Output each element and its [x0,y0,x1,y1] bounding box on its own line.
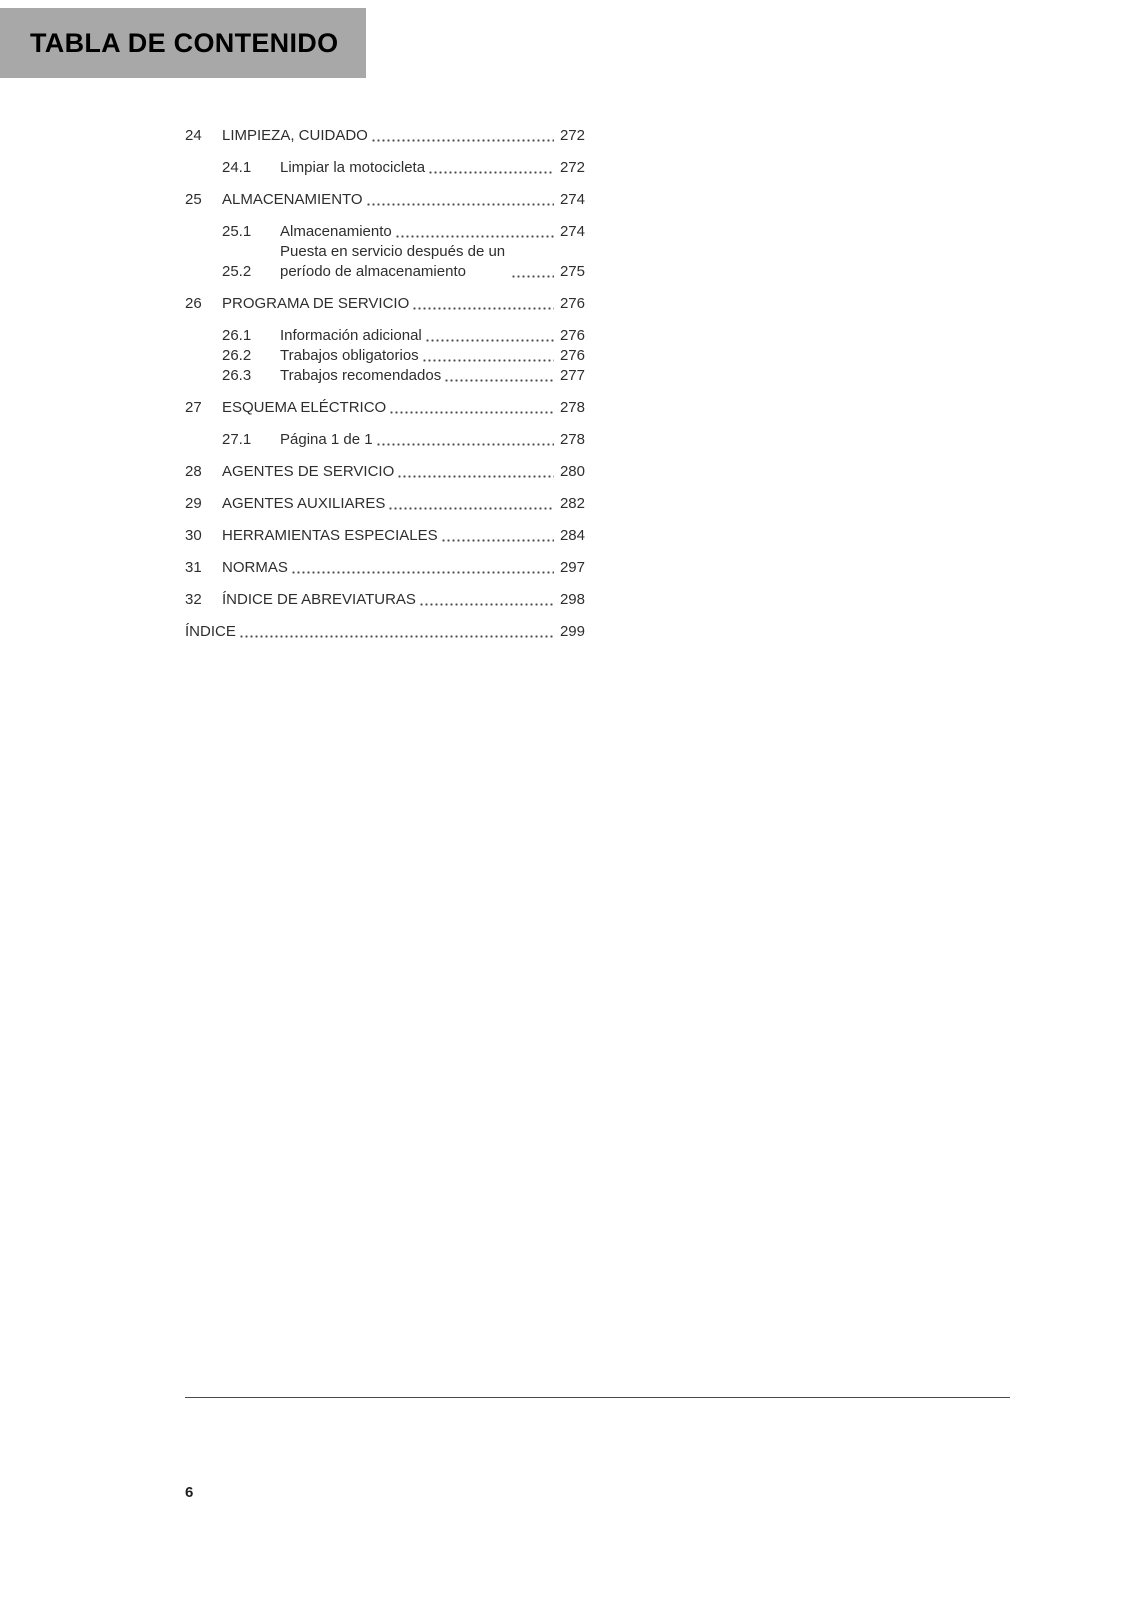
toc-entry-page: 277 [559,367,585,384]
toc-entry-page: 276 [559,295,585,312]
toc-entry-number: 25 [185,191,202,208]
toc-dot-leader [428,158,554,178]
page-title: TABLA DE CONTENIDO [30,27,339,58]
toc-entry-page: 280 [559,463,585,480]
toc-section-entry[interactable] [185,346,585,366]
toc-entry-page: 278 [559,399,585,416]
toc-entry-title: HERRAMIENTAS ESPECIALES [222,527,438,544]
toc-entry-number: 25.2 [222,263,252,280]
toc-entry-title: AGENTES DE SERVICIO [222,463,395,480]
table-of-contents [185,126,585,642]
toc-entry-page: 282 [559,495,585,512]
toc-entry-page: 275 [559,263,585,280]
toc-dot-leader [376,430,554,450]
toc-section-entry[interactable] [185,222,585,242]
toc-chapter-entry[interactable] [185,558,585,578]
page-header [0,8,366,78]
toc-dot-leader [422,346,554,366]
toc-dot-leader [366,190,554,210]
toc-entry-title: Limpiar la motocicleta [280,159,426,176]
toc-dot-leader [395,222,554,242]
toc-dot-leader [239,622,554,642]
toc-entry-number: 24 [185,127,202,144]
toc-dot-leader [397,462,554,482]
toc-entry-title: Trabajos recomendados [280,367,442,384]
toc-entry-page: 272 [559,127,585,144]
toc-dot-leader [389,398,554,418]
toc-entry-number: 30 [185,527,202,544]
toc-dot-leader [444,366,554,386]
toc-entry-title: Almacenamiento [280,223,392,240]
toc-entry-number: 32 [185,591,202,608]
toc-entry-title: LIMPIEZA, CUIDADO [222,127,368,144]
toc-dot-leader [511,262,554,282]
toc-chapter-entry[interactable] [185,622,585,642]
footer-page-number: 6 [185,1484,194,1501]
toc-entry-title: PROGRAMA DE SERVICIO [222,295,410,312]
toc-chapter-entry[interactable] [185,294,585,314]
toc-section-entry[interactable] [185,158,585,178]
toc-entry-title: Información adicional [280,327,422,344]
toc-entry-number: 25.1 [222,223,252,240]
toc-dot-leader [371,126,554,146]
toc-entry-page: 298 [559,591,585,608]
toc-entry-page: 276 [559,327,585,344]
toc-entry-number: 26.2 [222,347,252,364]
toc-entry-title: ALMACENAMIENTO [222,191,363,208]
toc-entry-title: AGENTES AUXILIARES [222,495,386,512]
toc-entry-page: 284 [559,527,585,544]
toc-entry-page: 278 [559,431,585,448]
toc-entry-title: ÍNDICE [185,623,236,640]
toc-entry-number: 26 [185,295,202,312]
toc-chapter-entry[interactable] [185,398,585,418]
toc-dot-leader [412,294,554,314]
toc-entry-page: 276 [559,347,585,364]
toc-section-entry[interactable] [185,366,585,386]
toc-entry-number: 28 [185,463,202,480]
toc-entry-page: 274 [559,223,585,240]
toc-entry-title: Puesta en servicio después de un período de almacenamiento [280,243,506,280]
toc-dot-leader [419,590,554,610]
toc-entry-number: 31 [185,559,202,576]
toc-entry-number: 27.1 [222,431,252,448]
toc-entry-number: 27 [185,399,202,416]
toc-entry-number: 29 [185,495,202,512]
toc-entry-number: 26.1 [222,327,252,344]
toc-entry-page: 274 [559,191,585,208]
toc-chapter-entry[interactable] [185,494,585,514]
toc-entry-title: Página 1 de 1 [280,431,373,448]
toc-entry-page: 297 [559,559,585,576]
toc-chapter-entry[interactable] [185,126,585,146]
toc-entry-page: 299 [559,623,585,640]
toc-chapter-entry[interactable] [185,590,585,610]
toc-section-entry[interactable] [185,430,585,450]
toc-dot-leader [291,558,554,578]
toc-dot-leader [441,526,554,546]
toc-entry-number: 24.1 [222,159,252,176]
toc-chapter-entry[interactable] [185,190,585,210]
toc-entry-title: NORMAS [222,559,288,576]
toc-chapter-entry[interactable] [185,526,585,546]
toc-entry-title: Trabajos obligatorios [280,347,419,364]
toc-entry-title: ESQUEMA ELÉCTRICO [222,399,387,416]
footer-divider [185,1397,1010,1398]
toc-entry-title: ÍNDICE DE ABREVIATURAS [222,591,416,608]
toc-entry-number: 26.3 [222,367,252,384]
toc-chapter-entry[interactable] [185,462,585,482]
toc-dot-leader [388,494,554,514]
toc-section-entry[interactable] [185,242,585,282]
toc-dot-leader [425,326,554,346]
toc-section-entry[interactable] [185,326,585,346]
toc-entry-page: 272 [559,159,585,176]
